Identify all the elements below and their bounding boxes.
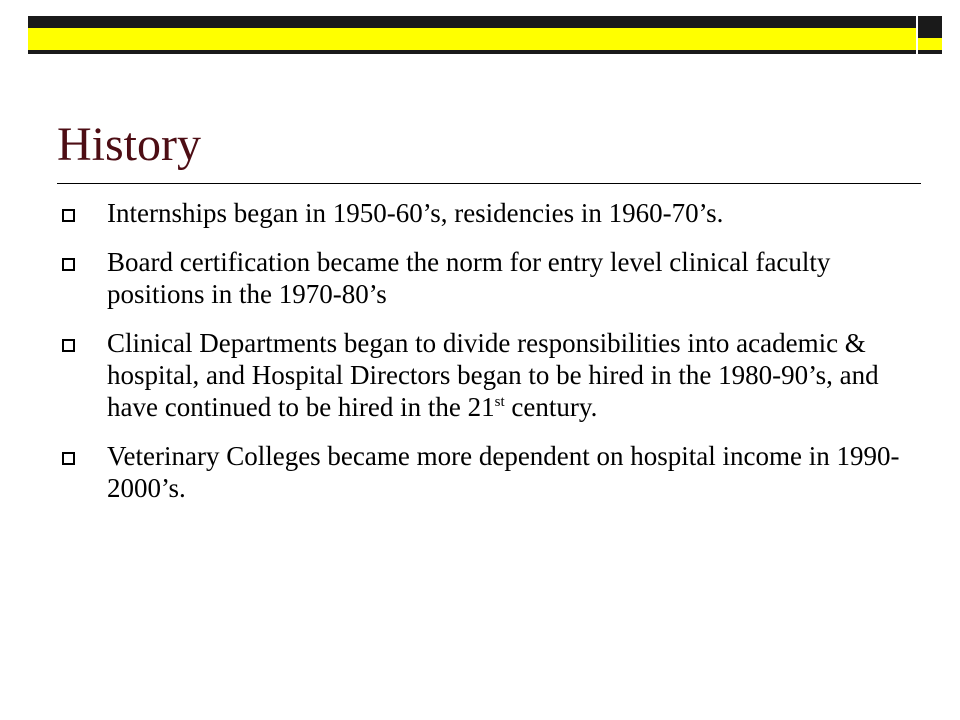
title-underline: [57, 183, 921, 184]
bullet-text: Internships began in 1950-60’s, residencies in 1960-70’s.: [107, 198, 724, 228]
ordinal-superscript: st: [494, 394, 505, 410]
bullet-item: [57, 440, 907, 504]
square-bullet-icon: [62, 258, 75, 271]
bullet-text: Board certification became the norm for entry level clinical faculty positions in the 1970-80’s: [107, 247, 831, 309]
top-decorative-bar: [28, 16, 916, 54]
bullet-text-main: Clinical Departments began to divide responsibilities into academic & hospital, and Hospital Directors began to be hired in the 1980-90’s, and have continued to be hired in the 21: [107, 328, 879, 422]
bullet-text: [107, 328, 879, 422]
bullet-item: [57, 197, 907, 229]
bullet-text-tail: century.: [504, 392, 598, 422]
bullet-text: Veterinary Colleges became more dependent on hospital income in 1990-2000’s.: [107, 441, 900, 503]
bullet-item: [57, 246, 907, 310]
bullet-item: [57, 327, 907, 423]
square-bullet-icon: [62, 209, 75, 222]
square-bullet-icon: [62, 339, 75, 352]
slide-title: History: [57, 118, 201, 171]
square-bullet-icon: [62, 452, 75, 465]
top-bar-end-accent: [918, 38, 942, 50]
bullet-list: [57, 197, 907, 521]
